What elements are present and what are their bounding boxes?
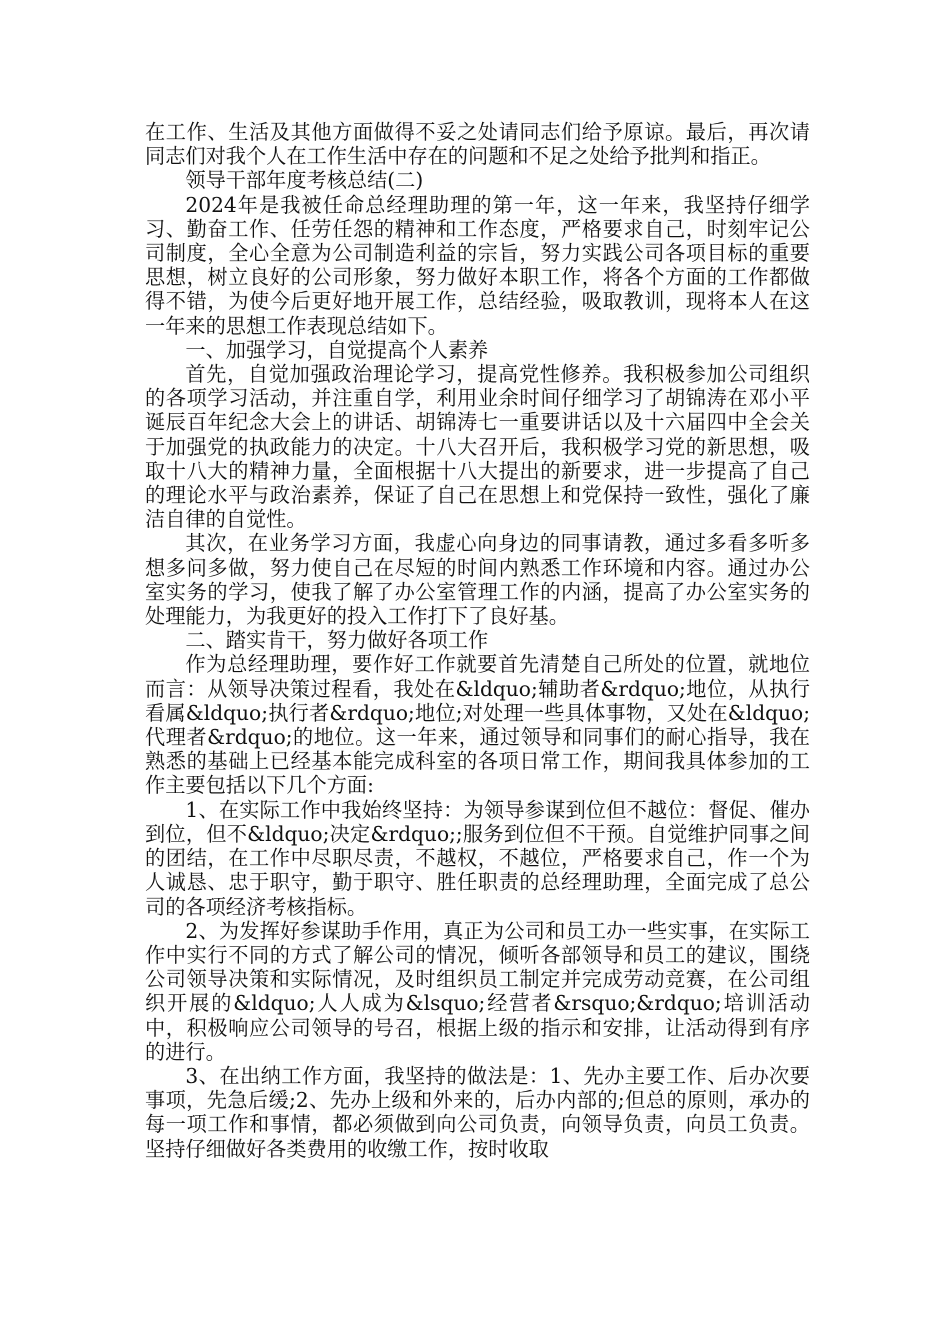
paragraph-political-study: 首先，自觉加强政治理论学习，提高党性修养。我积极参加公司组织的各项学习活动，并注重自学，利用业余时间仔细学习了胡锦涛在邓小平诞辰百年纪念大会上的讲话、胡锦涛七一重要讲话以及十六届四中全会关于加强党的执政能力的决定。十八大召开后，我积极学习党的新思想，吸取十八大的精神力量，全面根据十八大提出的新要求，进一步提高了自己的理论水平与政治素养，保证了自己在思想上和党保持一致性，强化了廉洁自律的自觉性。 <box>145 362 810 532</box>
section-title: 领导干部年度考核总结(二) <box>185 168 424 193</box>
paragraph-business-study: 其次，在业务学习方面，我虚心向身边的同事请教，通过多看多听多想多问多做，努力使自己在尽短的时间内熟悉工作环境和内容。通过办公室实务的学习，使我了解了办公室管理工作的内涵，提高了办公室实务的处理能力，为我更好的投入工作打下了良好基。 <box>145 531 810 629</box>
heading-study: 一、加强学习，自觉提高个人素养 <box>185 337 489 362</box>
heading-work: 二、踏实肯干，努力做好各项工作 <box>185 628 489 653</box>
paragraph-intro: 在工作、生活及其他方面做得不妥之处请同志们给予原谅。最后，再次请同志们对我个人在工作生活中存在的问题和不足之处给予批判和指正。 <box>145 120 810 169</box>
paragraph-item-1: 1、在实际工作中我始终坚持：为领导参谋到位但不越位：督促、催办到位，但不&ldquo;决定&rdquo;;服务到位但不干预。自觉维护同事之间的团结，在工作中尽职尽责，不越权，不越位，严格要求自己，作一个为人诚恳、忠于职守，勤于职守、胜任职责的总经理助理，全面完成了总公司的各项经济考核指标。 <box>145 797 810 919</box>
document-body <box>145 120 810 1161</box>
paragraph-overview: 2024年是我被任命总经理助理的第一年，这一年来，我坚持仔细学习、勤奋工作、任劳任怨的精神和工作态度，严格要求自己，时刻牢记公司制度，全心全意为公司制造利益的宗旨，努力实践公司各项目标的重要思想，树立良好的公司形象，努力做好本职工作，将各个方面的工作都做得不错，为使今后更好地开展工作，总结经验，吸取教训，现将本人在这一年来的思想工作表现总结如下。 <box>145 192 810 338</box>
paragraph-item-3: 3、在出纳工作方面，我坚持的做法是：1、先办主要工作、后办次要事项，先急后缓;2、先办上级和外来的，后办内部的;但总的原则，承办的每一项工作和事情，都必须做到向公司负责，向领导负责，向员工负责。坚持仔细做好各类费用的收缴工作，按时收取 <box>145 1063 810 1161</box>
paragraph-position: 作为总经理助理，要作好工作就要首先清楚自己所处的位置，就地位而言：从领导决策过程看，我处在&ldquo;辅助者&rdquo;地位，从执行看属&ldquo;执行者&rdquo;地位;对处理一些具体事物，又处在&ldquo;代理者&rdquo;的地位。这一年来，通过领导和同事们的耐心指导，我在熟悉的基础上已经基本能完成科室的各项日常工作，期间我具体参加的工作主要包括以下几个方面: <box>145 652 810 798</box>
paragraph-item-2: 2、为发挥好参谋助手作用，真正为公司和员工办一些实事，在实际工作中实行不同的方式了解公司的情况，倾听各部领导和员工的建议，围绕公司领导决策和实际情况，及时组织员工制定并完成劳动竞赛，在公司组织开展的&ldquo;人人成为&lsquo;经营者&rsquo;&rdquo;培训活动中，积极响应公司领导的号召，根据上级的指示和安排，让活动得到有序的进行。 <box>145 918 810 1064</box>
